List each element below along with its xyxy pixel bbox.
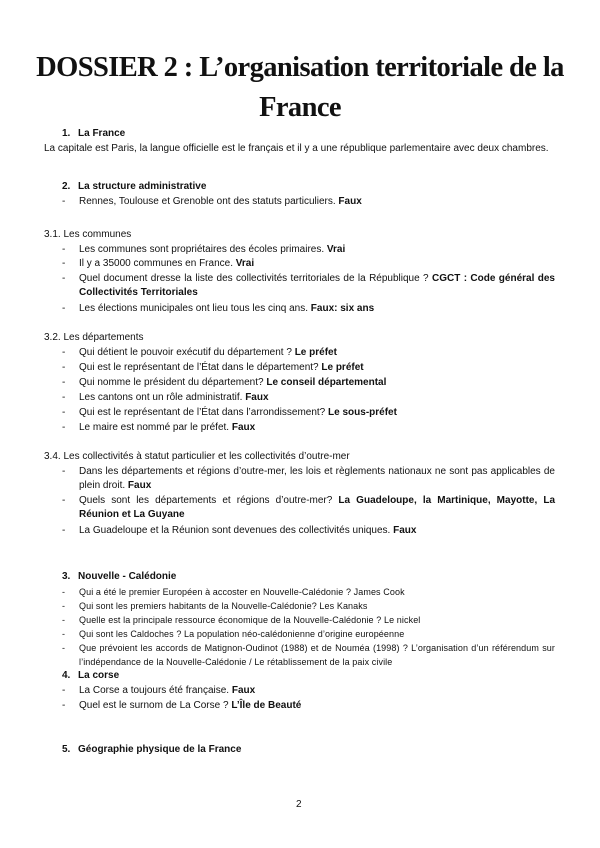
section-4-heading: La corse: [78, 670, 120, 681]
section-3-number: 3.: [62, 571, 71, 582]
section-2-heading: La structure administrative: [78, 181, 207, 192]
list-item: La Corse a toujours été française. Faux: [79, 685, 256, 696]
bullet-dash: -: [62, 258, 66, 269]
list-item: Quels sont les départements et régions d’outre-mer? La Guadeloupe, la Martinique, Mayotte, La Réunion et La Guyane: [79, 495, 556, 520]
list-item: Quelle est la principale ressource économique de la Nouvelle-Calédonie ? Le nickel: [79, 615, 421, 625]
page-number: 2: [296, 799, 302, 810]
bullet-dash: -: [62, 422, 66, 433]
list-item: Qui est le représentant de l’État dans l’arrondissement? Le sous-préfet: [79, 407, 397, 418]
title-line-1: DOSSIER 2 : L’organisation territoriale de la: [36, 52, 564, 83]
list-item: Les élections municipales ont lieu tous les cinq ans. Faux: six ans: [79, 303, 375, 314]
section-5-number: 5.: [62, 744, 71, 755]
section-3-heading: Nouvelle - Calédonie: [78, 571, 177, 582]
bullet-dash: -: [62, 685, 66, 696]
subsection-3-1-heading: 3.1. Les communes: [44, 229, 132, 240]
list-item: Les communes sont propriétaires des écoles primaires. Vrai: [79, 244, 346, 255]
bullet-dash: -: [62, 347, 66, 358]
list-item: Dans les départements et régions d’outre-mer, les lois et règlements nationaux ne sont pas applicables de plein droit. Faux: [79, 466, 555, 491]
bullet-dash: -: [62, 303, 66, 314]
bullet-dash: -: [62, 495, 66, 506]
subsection-3-4-heading: 3.4. Les collectivités à statut particulier et les collectivités d’outre-mer: [44, 451, 350, 462]
bullet-dash: -: [62, 601, 66, 611]
list-item: Les cantons ont un rôle administratif. Faux: [79, 392, 269, 403]
list-item: Qui nomme le président du département? Le conseil départemental: [79, 377, 387, 388]
document-title: [20, 48, 580, 128]
list-item: Qui sont les premiers habitants de la Nouvelle-Calédonie? Les Kanaks: [79, 601, 368, 611]
bullet-dash: -: [62, 525, 66, 536]
section-5-heading: Géographie physique de la France: [78, 744, 242, 755]
list-item: Rennes, Toulouse et Grenoble ont des statuts particuliers. Faux: [79, 196, 362, 207]
section-2-number: 2.: [62, 181, 71, 192]
bullet-dash: -: [62, 196, 66, 207]
list-item: Quel est le surnom de La Corse ? L’Île de Beauté: [79, 700, 302, 711]
section-1-paragraph: La capitale est Paris, la langue officielle est le français et il y a une république parlementaire avec deux chambres.: [44, 143, 549, 154]
bullet-dash: -: [62, 643, 66, 653]
subsection-3-2-heading: 3.2. Les départements: [44, 332, 144, 343]
list-item: La Guadeloupe et la Réunion sont devenues des collectivités uniques. Faux: [79, 525, 417, 536]
section-1-heading: La France: [78, 128, 126, 139]
bullet-dash: -: [62, 700, 66, 711]
list-item: Quel document dresse la liste des collectivités territoriales de la République ? CGCT : Code général des Collectivités Territoriales: [79, 273, 555, 298]
bullet-dash: -: [62, 362, 66, 373]
bullet-dash: -: [62, 629, 66, 639]
list-item: Le maire est nommé par le préfet. Faux: [79, 422, 256, 433]
list-item: Qui détient le pouvoir exécutif du département ? Le préfet: [79, 347, 337, 358]
section-4-number: 4.: [62, 670, 71, 681]
bullet-dash: -: [62, 273, 66, 284]
list-item: Il y a 35000 communes en France. Vrai: [79, 258, 255, 269]
bullet-dash: -: [62, 392, 66, 403]
bullet-dash: -: [62, 407, 66, 418]
bullet-dash: -: [62, 615, 66, 625]
list-item: Qui a été le premier Européen à accoster en Nouvelle-Calédonie ? James Cook: [79, 587, 405, 597]
bullet-dash: -: [62, 377, 66, 388]
bullet-dash: -: [62, 587, 66, 597]
list-item: Qui sont les Caldoches ? La population néo-calédonienne d’origine européenne: [79, 629, 405, 639]
section-1-number: 1.: [62, 128, 71, 139]
list-item: Qui est le représentant de l’État dans le département? Le préfet: [79, 362, 364, 373]
title-line-2: France: [259, 92, 341, 123]
list-item: Que prévoient les accords de Matignon-Oudinot (1988) et de Nouméa (1998) ? L’organisation d’un référendum sur l’indépendance de la Nouvelle-Calédonie / Le rétablissement de la paix civile: [79, 643, 555, 667]
bullet-dash: -: [62, 244, 66, 255]
bullet-dash: -: [62, 466, 66, 477]
